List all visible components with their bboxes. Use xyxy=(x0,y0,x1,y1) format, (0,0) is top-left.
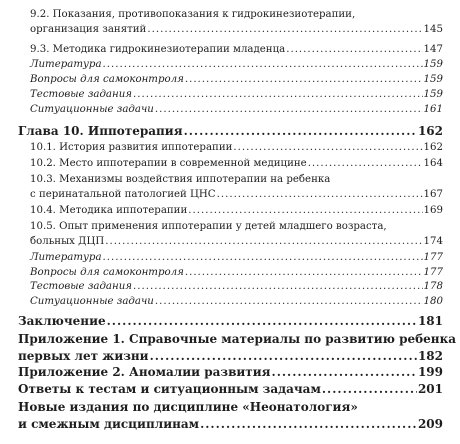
toc-entry-line xyxy=(18,313,443,330)
toc-entry-line xyxy=(30,235,443,250)
dot-leader xyxy=(233,141,422,156)
toc-entry xyxy=(30,251,443,266)
toc-page-number: 159 xyxy=(423,74,443,85)
toc-entry-line xyxy=(30,43,443,58)
toc-entry-line xyxy=(18,364,443,381)
toc-entry-line xyxy=(30,88,443,103)
toc-entry xyxy=(18,331,457,365)
toc-page-number: 178 xyxy=(423,281,443,292)
toc-entry-title: Приложение 1. Справочные материалы по развитию ребенка xyxy=(18,332,457,346)
toc-entry-line xyxy=(18,348,443,365)
toc-page-number: 177 xyxy=(423,252,443,263)
toc-entry-line xyxy=(18,399,443,416)
dot-leader xyxy=(155,295,423,310)
toc-page-number: 182 xyxy=(417,349,443,363)
toc-entry xyxy=(18,399,443,433)
dot-leader xyxy=(272,364,417,381)
toc-page-number: 174 xyxy=(423,235,443,247)
toc-entry xyxy=(30,141,443,156)
toc-entry-title: 10.5. Опыт применения иппотерапии у детей младшего возраста, xyxy=(30,221,387,232)
toc-entry xyxy=(30,157,443,172)
toc-entry xyxy=(30,204,443,219)
toc-entry-line xyxy=(30,141,443,156)
toc-page-number: 147 xyxy=(423,44,443,55)
toc-page-number: 161 xyxy=(423,104,443,115)
dot-leader xyxy=(185,266,423,281)
toc-entry xyxy=(30,220,443,249)
dot-leader xyxy=(147,23,422,38)
toc-entry xyxy=(18,123,443,140)
toc-entry-title: 10.2. Место иппотерапии в современной медицине xyxy=(30,158,307,169)
toc-entry-title: Ситуационные задачи xyxy=(30,296,154,307)
toc-entry-line xyxy=(18,123,443,140)
toc-entry-title: больных ДЦП xyxy=(30,235,105,247)
dot-leader xyxy=(184,123,417,140)
dot-leader xyxy=(107,313,417,330)
toc-page-number: 164 xyxy=(423,158,443,169)
toc-entry-title: Литература xyxy=(30,59,102,70)
toc-entry xyxy=(30,295,443,310)
toc-entry-title: Ответы к тестам и ситуационным задачам xyxy=(18,382,321,396)
toc-entry xyxy=(30,43,443,58)
dot-leader xyxy=(155,103,423,118)
toc-page-number: 162 xyxy=(417,124,443,138)
toc-entry xyxy=(18,364,443,381)
toc-entry-line xyxy=(30,73,443,88)
dot-leader xyxy=(322,381,417,398)
toc-entry-line xyxy=(30,103,443,118)
toc-page-number: 181 xyxy=(417,314,443,328)
dot-leader xyxy=(133,88,423,103)
dot-leader xyxy=(286,43,422,58)
toc-page-number: 159 xyxy=(423,59,443,70)
toc-entry-title: Вопросы для самоконтроля xyxy=(30,267,184,278)
toc-entry-title: 9.2. Показания, противопоказания к гидрокинезиотерапии, xyxy=(30,9,356,20)
toc-page-number: 169 xyxy=(423,205,443,216)
toc-entry xyxy=(30,103,443,118)
toc-page-number: 162 xyxy=(423,142,443,153)
toc-entry-line xyxy=(30,23,443,38)
toc-entry-line xyxy=(30,8,443,23)
toc-entry xyxy=(30,173,443,202)
toc-entry-line xyxy=(18,381,443,398)
toc-entry-line xyxy=(18,331,457,348)
toc-entry-title: с перинатальной патологией ЦНС xyxy=(30,188,216,200)
dot-leader xyxy=(185,73,423,88)
toc-page-number: 159 xyxy=(423,89,443,100)
toc-entry-title: и смежным дисциплинам xyxy=(18,417,200,431)
dot-leader xyxy=(150,348,417,365)
toc-page-number: 209 xyxy=(417,417,443,431)
toc-entry-title: Приложение 2. Аномалии развития xyxy=(18,365,271,379)
toc-entry xyxy=(30,280,443,295)
toc-page-number: 199 xyxy=(417,365,443,379)
dot-leader xyxy=(188,204,422,219)
toc-entry-line xyxy=(30,157,443,172)
toc-entry xyxy=(30,73,443,88)
toc-entry-title: Новые издания по дисциплине «Неонатология» xyxy=(18,400,358,414)
toc-page-number: 167 xyxy=(423,188,443,200)
toc-entry-line xyxy=(30,58,443,73)
dot-leader xyxy=(103,251,423,266)
toc-entry-title: 9.3. Методика гидрокинезиотерапии младенца xyxy=(30,44,286,55)
toc-entry-line xyxy=(30,204,443,219)
toc-entry xyxy=(30,266,443,281)
toc-entry-line xyxy=(30,220,443,235)
toc-entry xyxy=(18,381,443,398)
toc-entry xyxy=(30,8,443,37)
toc-entry-title: 10.1. История развития иппотерапии xyxy=(30,142,233,153)
dot-leader xyxy=(133,280,423,295)
toc-entry xyxy=(30,88,443,103)
toc-entry-title: организация занятий xyxy=(30,23,147,35)
toc-entry-title: Литература xyxy=(30,252,102,263)
dot-leader xyxy=(308,157,423,172)
toc-entry-title: Заключение xyxy=(18,314,106,328)
toc-entry xyxy=(30,58,443,73)
toc-page-number: 180 xyxy=(423,296,443,307)
dot-leader xyxy=(217,188,423,203)
toc-entry-line xyxy=(30,295,443,310)
dot-leader xyxy=(105,235,422,250)
toc-entry-line xyxy=(30,280,443,295)
toc-page-number: 201 xyxy=(417,382,443,396)
toc-entry-title: 10.3. Механизмы воздействия иппотерапии на ребенка xyxy=(30,174,331,185)
toc-page-number: 177 xyxy=(423,267,443,278)
toc-entry-title: Тестовые задания xyxy=(30,89,132,100)
toc-entry-title: Тестовые задания xyxy=(30,281,132,292)
dot-leader xyxy=(200,416,417,433)
toc-entry-title: Ситуационные задачи xyxy=(30,104,154,115)
toc-entry-line xyxy=(30,251,443,266)
toc-entry-line xyxy=(30,173,443,188)
toc-entry-line xyxy=(18,416,443,433)
toc-entry xyxy=(18,313,443,330)
dot-leader xyxy=(103,58,423,73)
toc-entry-title: 10.4. Методика иппотерапии xyxy=(30,205,188,216)
toc-entry-title: первых лет жизни xyxy=(18,349,149,363)
toc-entry-title: Вопросы для самоконтроля xyxy=(30,74,184,85)
toc-entry-title: Глава 10. Иппотерапия xyxy=(18,124,183,138)
toc-page-number: 145 xyxy=(423,23,443,35)
toc-entry-line xyxy=(30,188,443,203)
toc-entry-line xyxy=(30,266,443,281)
